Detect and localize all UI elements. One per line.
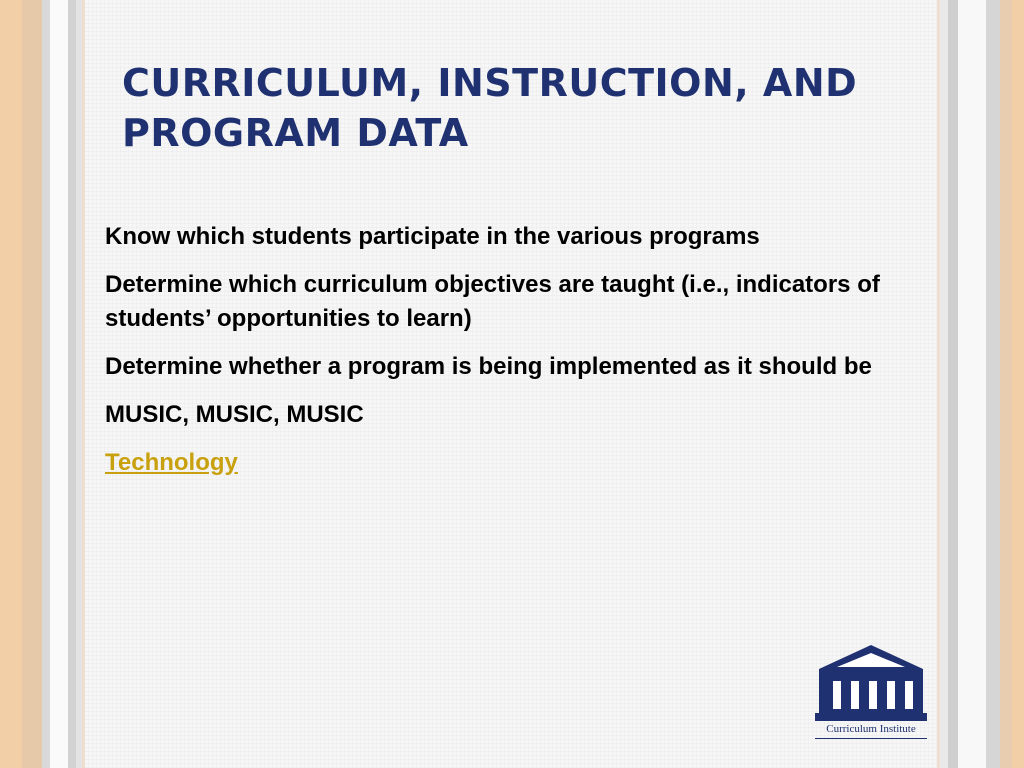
right-border-stripe: [1000, 0, 1012, 768]
slide-title: CURRICULUM, INSTRUCTION, AND PROGRAM DATA: [122, 61, 858, 155]
bullet-item: Determine which curriculum objectives are taught (i.e., indicators of students’ opportunities to learn): [105, 271, 880, 332]
left-border-stripe: [22, 0, 42, 768]
bullet-item: Determine whether a program is being implemented as it should be: [105, 353, 872, 380]
building-columns-icon: [815, 643, 927, 721]
left-border-stripe: [50, 0, 68, 768]
right-border-stripe: [948, 0, 958, 768]
right-border-stripe: [958, 0, 986, 768]
technology-link[interactable]: Technology: [105, 449, 238, 476]
left-border-stripe: [42, 0, 50, 768]
bullet-item: Know which students participate in the various programs: [105, 223, 760, 250]
left-border-stripe: [68, 0, 76, 768]
logo-caption: Curriculum Institute: [815, 723, 927, 739]
bullet-item-link: [105, 446, 905, 480]
curriculum-institute-logo: [815, 643, 927, 739]
bullet-item: MUSIC, MUSIC, MUSIC: [105, 401, 364, 428]
right-border-stripe: [986, 0, 1000, 768]
left-border-stripe: [82, 0, 85, 768]
right-border-stripe: [940, 0, 948, 768]
right-border-stripe: [1012, 0, 1024, 768]
bullet-list: [105, 220, 905, 494]
left-border-stripe: [0, 0, 22, 768]
